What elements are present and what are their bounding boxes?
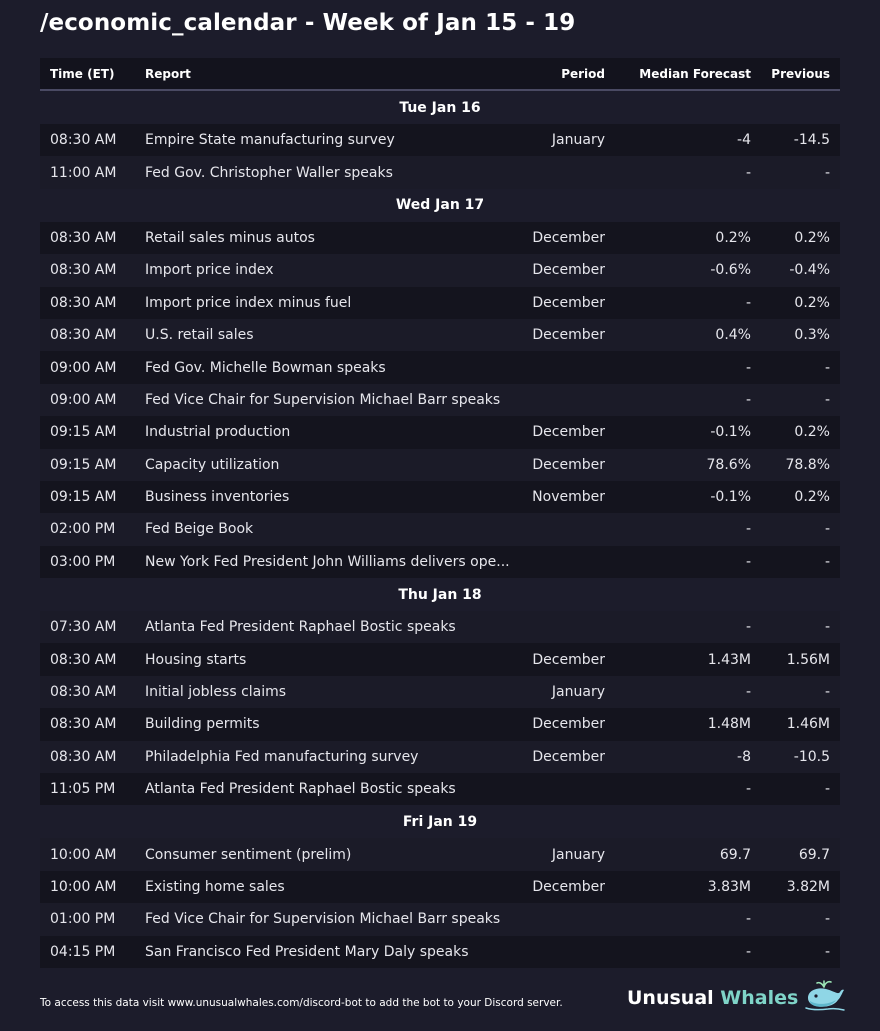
table-row[interactable] <box>40 513 840 545</box>
cell-report: Import price index <box>145 262 274 279</box>
cell-report: Existing home sales <box>145 879 285 895</box>
column-header-forecast[interactable]: Median Forecast <box>639 66 751 81</box>
table-row[interactable] <box>40 676 840 708</box>
cell-time: 04:15 PM <box>50 943 116 960</box>
cell-period: December <box>532 262 605 279</box>
cell-time: 09:15 AM <box>50 456 117 473</box>
table-row[interactable] <box>40 351 840 383</box>
day-header: Tue Jan 16 <box>40 91 840 124</box>
cell-forecast: -8 <box>737 748 751 765</box>
cell-report: Business inventories <box>145 489 290 506</box>
cell-forecast: 0.4% <box>715 327 751 344</box>
cell-previous: - <box>824 684 830 701</box>
day-header: Wed Jan 17 <box>40 189 840 222</box>
cell-time: 09:15 AM <box>50 424 117 441</box>
table-row[interactable] <box>40 124 840 156</box>
cell-report: Initial jobless claims <box>145 684 287 701</box>
cell-previous: 0.3% <box>794 327 830 344</box>
table-row[interactable] <box>40 838 840 870</box>
cell-report: Fed Gov. Michelle Bowman speaks <box>145 359 386 376</box>
cell-period: December <box>532 294 605 311</box>
cell-forecast: - <box>745 294 751 311</box>
cell-forecast: - <box>745 521 751 538</box>
cell-report: Fed Beige Book <box>145 521 254 538</box>
table-header <box>40 58 840 91</box>
cell-previous: -0.4% <box>789 262 830 279</box>
cell-time: 11:00 AM <box>50 164 117 181</box>
cell-report: New York Fed President John Williams delivers ope... <box>145 553 510 570</box>
footer-note: To access this data visit www.unusualwhales.com/discord-bot to add the bot to your Discord server. <box>40 997 563 1009</box>
cell-report: Retail sales minus autos <box>145 229 315 246</box>
cell-forecast: 1.43M <box>707 651 751 668</box>
cell-previous: 0.2% <box>794 489 830 506</box>
table-row[interactable] <box>40 384 840 416</box>
column-header-report[interactable]: Report <box>145 66 191 81</box>
cell-time: 02:00 PM <box>50 521 116 538</box>
cell-report: U.S. retail sales <box>145 327 254 344</box>
table-row[interactable] <box>40 871 840 903</box>
cell-previous: - <box>824 553 830 570</box>
column-header-period[interactable]: Period <box>561 66 605 81</box>
cell-report: Housing starts <box>145 651 247 668</box>
cell-time: 03:00 PM <box>50 553 116 570</box>
cell-previous: - <box>824 911 830 928</box>
calendar-table <box>40 58 840 968</box>
cell-previous: 1.46M <box>786 716 830 733</box>
table-row[interactable] <box>40 741 840 773</box>
cell-forecast: - <box>745 619 751 636</box>
brand-logo[interactable] <box>627 980 846 1016</box>
cell-previous: - <box>824 391 830 408</box>
day-header: Fri Jan 19 <box>40 805 840 838</box>
page-title: /economic_calendar - Week of Jan 15 - 19 <box>40 10 576 36</box>
cell-period: January <box>551 684 605 701</box>
cell-report: Fed Vice Chair for Supervision Michael Barr speaks <box>145 911 501 928</box>
cell-previous: 1.56M <box>786 651 830 668</box>
table-row[interactable] <box>40 611 840 643</box>
cell-time: 08:30 AM <box>50 651 117 668</box>
cell-report: Import price index minus fuel <box>145 294 352 311</box>
cell-forecast: -0.6% <box>710 262 751 279</box>
table-row[interactable] <box>40 449 840 481</box>
table-row[interactable] <box>40 156 840 188</box>
table-row[interactable] <box>40 416 840 448</box>
cell-time: 09:00 AM <box>50 391 117 408</box>
table-row[interactable] <box>40 546 840 578</box>
cell-report: Fed Gov. Christopher Waller speaks <box>145 164 393 181</box>
cell-forecast: - <box>745 781 751 798</box>
cell-report: San Francisco Fed President Mary Daly speaks <box>145 943 469 960</box>
table-row[interactable] <box>40 481 840 513</box>
cell-forecast: - <box>745 359 751 376</box>
cell-report: Empire State manufacturing survey <box>145 132 395 149</box>
cell-forecast: - <box>745 684 751 701</box>
column-header-time[interactable]: Time (ET) <box>50 66 115 81</box>
cell-report: Capacity utilization <box>145 456 280 473</box>
cell-report: Industrial production <box>145 424 291 441</box>
cell-forecast: - <box>745 391 751 408</box>
cell-forecast: -0.1% <box>710 424 751 441</box>
cell-previous: -10.5 <box>793 748 830 765</box>
cell-period: January <box>551 132 605 149</box>
cell-period: December <box>532 424 605 441</box>
cell-time: 08:30 AM <box>50 229 117 246</box>
cell-forecast: 69.7 <box>719 846 751 863</box>
brand-unusual: Unusual <box>627 987 714 1009</box>
table-row[interactable] <box>40 643 840 675</box>
cell-previous: 78.8% <box>785 456 830 473</box>
whale-icon <box>804 980 846 1016</box>
cell-time: 11:05 PM <box>50 781 116 798</box>
cell-period: January <box>551 846 605 863</box>
cell-time: 10:00 AM <box>50 846 117 863</box>
table-row[interactable] <box>40 222 840 254</box>
cell-period: December <box>532 879 605 895</box>
cell-time: 08:30 AM <box>50 716 117 733</box>
cell-time: 08:30 AM <box>50 294 117 311</box>
cell-forecast: -4 <box>737 132 751 149</box>
cell-time: 09:00 AM <box>50 359 117 376</box>
day-header: Thu Jan 18 <box>40 578 840 611</box>
cell-previous: - <box>824 619 830 636</box>
table-row[interactable] <box>40 708 840 740</box>
cell-period: December <box>532 651 605 668</box>
cell-forecast: - <box>745 943 751 960</box>
cell-time: 01:00 PM <box>50 911 116 928</box>
table-row[interactable] <box>40 773 840 805</box>
cell-report: Atlanta Fed President Raphael Bostic speaks <box>145 619 456 636</box>
cell-forecast: 3.83M <box>707 879 751 895</box>
cell-time: 08:30 AM <box>50 684 117 701</box>
cell-previous: 69.7 <box>798 846 830 863</box>
table-row[interactable] <box>40 319 840 351</box>
cell-time: 10:00 AM <box>50 879 117 895</box>
cell-forecast: - <box>745 164 751 181</box>
cell-previous: 0.2% <box>794 229 830 246</box>
cell-period: December <box>532 327 605 344</box>
cell-period: December <box>532 229 605 246</box>
cell-period: December <box>532 456 605 473</box>
cell-previous: - <box>824 521 830 538</box>
cell-forecast: - <box>745 911 751 928</box>
cell-previous: - <box>824 781 830 798</box>
table-row[interactable] <box>40 254 840 286</box>
cell-previous: - <box>824 164 830 181</box>
cell-report: Atlanta Fed President Raphael Bostic speaks <box>145 781 456 798</box>
cell-forecast: 0.2% <box>715 229 751 246</box>
table-body <box>40 91 840 968</box>
cell-time: 08:30 AM <box>50 327 117 344</box>
cell-report: Consumer sentiment (prelim) <box>145 846 352 863</box>
cell-forecast: -0.1% <box>710 489 751 506</box>
cell-period: November <box>532 489 605 506</box>
cell-time: 08:30 AM <box>50 748 117 765</box>
cell-report: Philadelphia Fed manufacturing survey <box>145 748 419 765</box>
cell-time: 09:15 AM <box>50 489 117 506</box>
cell-previous: -14.5 <box>793 132 830 149</box>
cell-previous: 3.82M <box>786 879 830 895</box>
brand-name <box>627 987 798 1009</box>
cell-time: 08:30 AM <box>50 132 117 149</box>
cell-previous: 0.2% <box>794 294 830 311</box>
cell-previous: - <box>824 943 830 960</box>
cell-report: Building permits <box>145 716 260 733</box>
cell-time: 07:30 AM <box>50 619 117 636</box>
cell-previous: - <box>824 359 830 376</box>
cell-forecast: 1.48M <box>707 716 751 733</box>
cell-forecast: 78.6% <box>706 456 751 473</box>
cell-forecast: - <box>745 553 751 570</box>
brand-whales: Whales <box>720 987 799 1009</box>
cell-period: December <box>532 748 605 765</box>
column-header-previous[interactable]: Previous <box>771 66 830 81</box>
cell-period: December <box>532 716 605 733</box>
table-row[interactable] <box>40 287 840 319</box>
table-row[interactable] <box>40 936 840 968</box>
cell-time: 08:30 AM <box>50 262 117 279</box>
cell-report: Fed Vice Chair for Supervision Michael Barr speaks <box>145 391 501 408</box>
table-row[interactable] <box>40 903 840 935</box>
cell-previous: 0.2% <box>794 424 830 441</box>
